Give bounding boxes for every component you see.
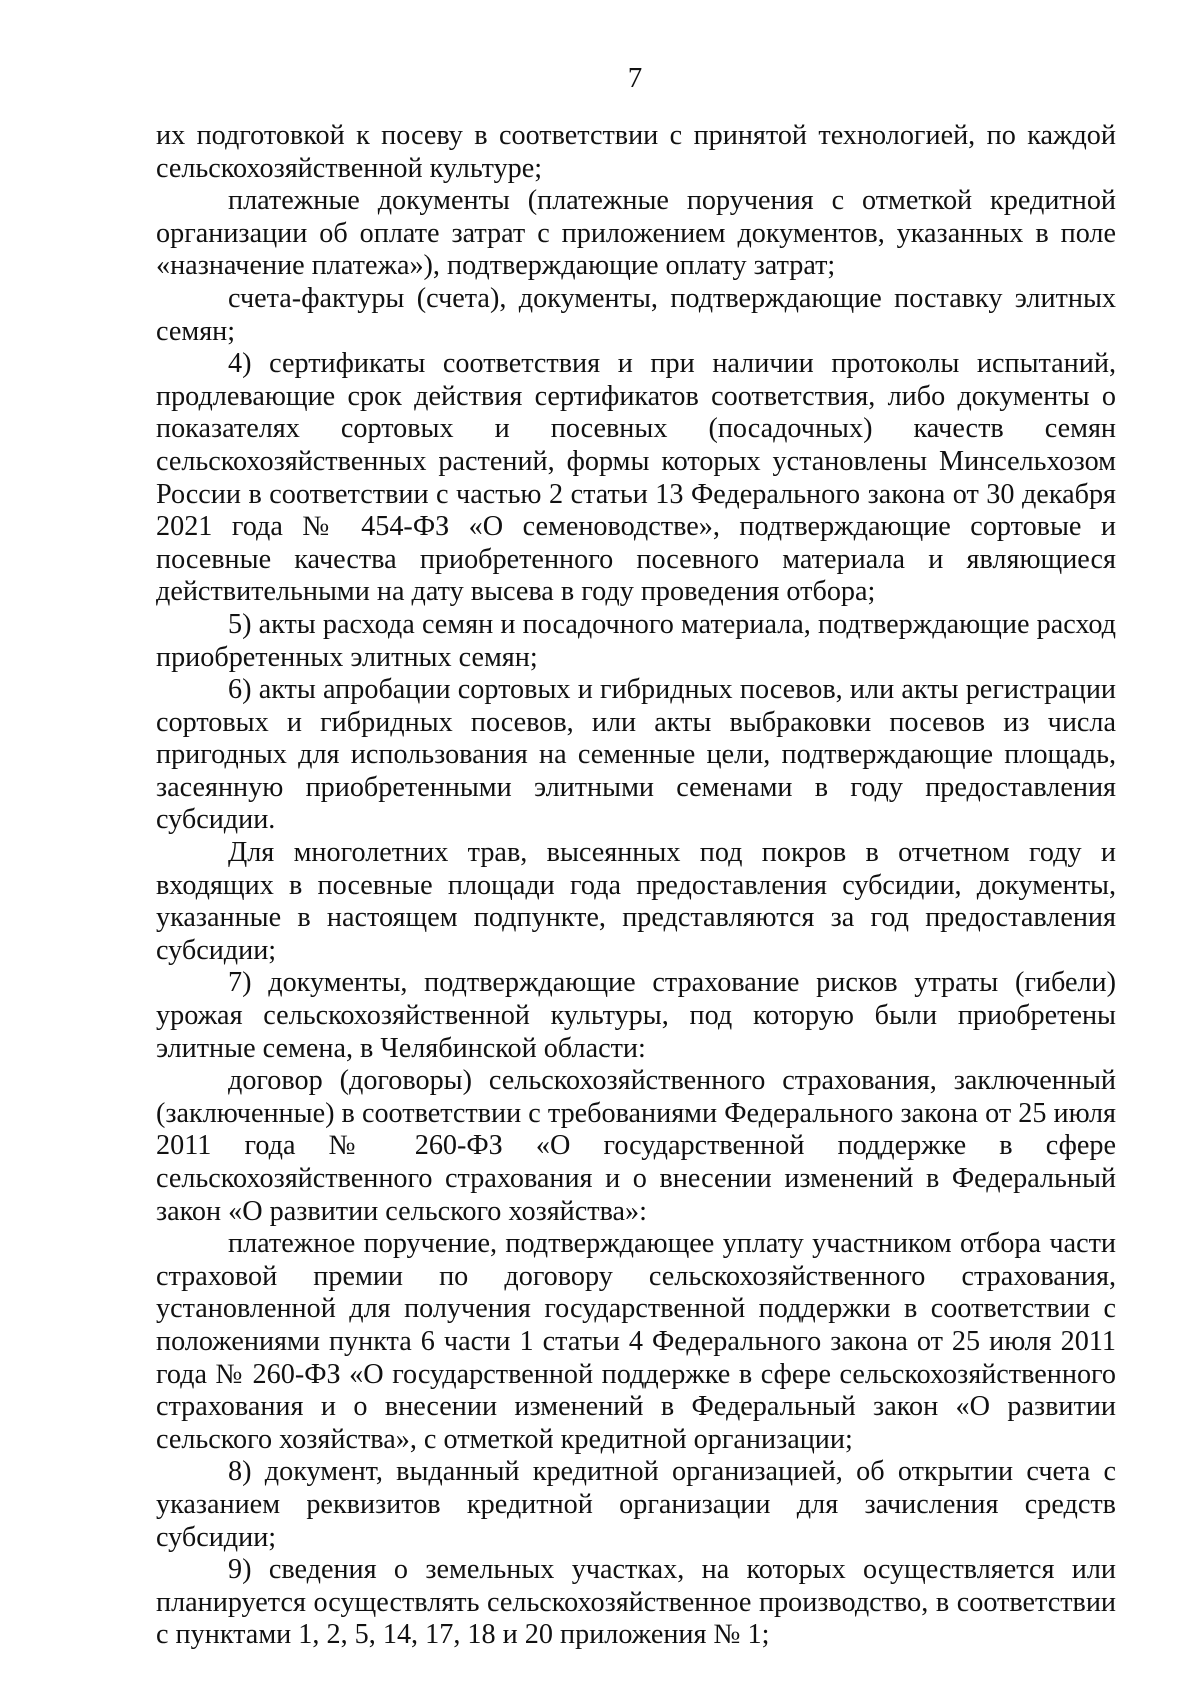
paragraph-payment-order: платежное поручение, подтверждающее уплату участником отбора части страховой премии по договору сельскохозяйственного страхования, установленной для получения государственной поддержки в соответствии с положениями пункта 6 части 1 статьи 4 Федерального закона от 25 июля 2011 года № 260-ФЗ «О государственной поддержке в сфере сельскохозяйственного страхования и о внесении изменений в Федеральный закон «О развитии сельского хозяйства», с отметкой кредитной организации; <box>156 1228 1116 1455</box>
paragraph-item-4: 4) сертификаты соответствия и при наличии протоколы испытаний, продлевающие срок действия сертификатов соответствия, либо документы о показателях сортовых и посевных (посадочных) качеств семян сельскохозяйственных растений, формы которых установлены Минсельхозом России в соответствии с частью 2 статьи 13 Федерального закона от 30 декабря 2021 года № 454-ФЗ «О семеноводстве», подтверждающие сортовые и посевные качества приобретенного посевного материала и являющиеся действительными на дату высева в году проведения отбора; <box>156 348 1116 608</box>
paragraph-item-6: 6) акты апробации сортовых и гибридных посевов, или акты регистрации сортовых и гибридных посевов, или акты выбраковки посевов из числа пригодных для использования на семенные цели, подтверждающие площадь, засеянную приобретенными элитными семенами в году предоставления субсидии. <box>156 674 1116 836</box>
paragraph-item-9: 9) сведения о земельных участках, на которых осуществляется или планируется осуществлять сельскохозяйственное производство, в соответствии с пунктами 1, 2, 5, 14, 17, 18 и 20 приложения № 1; <box>156 1554 1116 1651</box>
paragraph-perennial-grasses: Для многолетних трав, высеянных под покров в отчетном году и входящих в посевные площади года предоставления субсидии, документы, указанные в настоящем подпункте, представляются за год предоставления субсидии; <box>156 837 1116 966</box>
paragraph-item-7: 7) документы, подтверждающие страхование рисков утраты (гибели) урожая сельскохозяйственной культуры, под которую были приобретены элитные семена, в Челябинской области: <box>156 967 1116 1064</box>
document-body <box>156 120 1116 1652</box>
page-number: 7 <box>627 62 643 94</box>
paragraph-item-8: 8) документ, выданный кредитной организацией, об открытии счета с указанием реквизитов кредитной организации для зачисления средств субсидии; <box>156 1456 1116 1553</box>
paragraph-insurance-contract: договор (договоры) сельскохозяйственного страхования, заключенный (заключенные) в соответствии с требованиями Федерального закона от 25 июля 2011 года № 260-ФЗ «О государственной поддержке в сфере сельскохозяйственного страхования и о внесении изменений в Федеральный закон «О развитии сельского хозяйства»: <box>156 1065 1116 1227</box>
paragraph-item-5: 5) акты расхода семян и посадочного материала, подтверждающие расход приобретенных элитных семян; <box>156 608 1116 673</box>
paragraph-invoices: счета-фактуры (счета), документы, подтверждающие поставку элитных семян; <box>156 282 1116 347</box>
paragraph-continuation: их подготовкой к посеву в соответствии с принятой технологией, по каждой сельскохозяйственной культуре; <box>156 120 1116 184</box>
paragraph-payment-documents: платежные документы (платежные поручения с отметкой кредитной организации об оплате затрат с приложением документов, указанных в поле «назначение платежа»), подтверждающие оплату затрат; <box>156 185 1116 282</box>
